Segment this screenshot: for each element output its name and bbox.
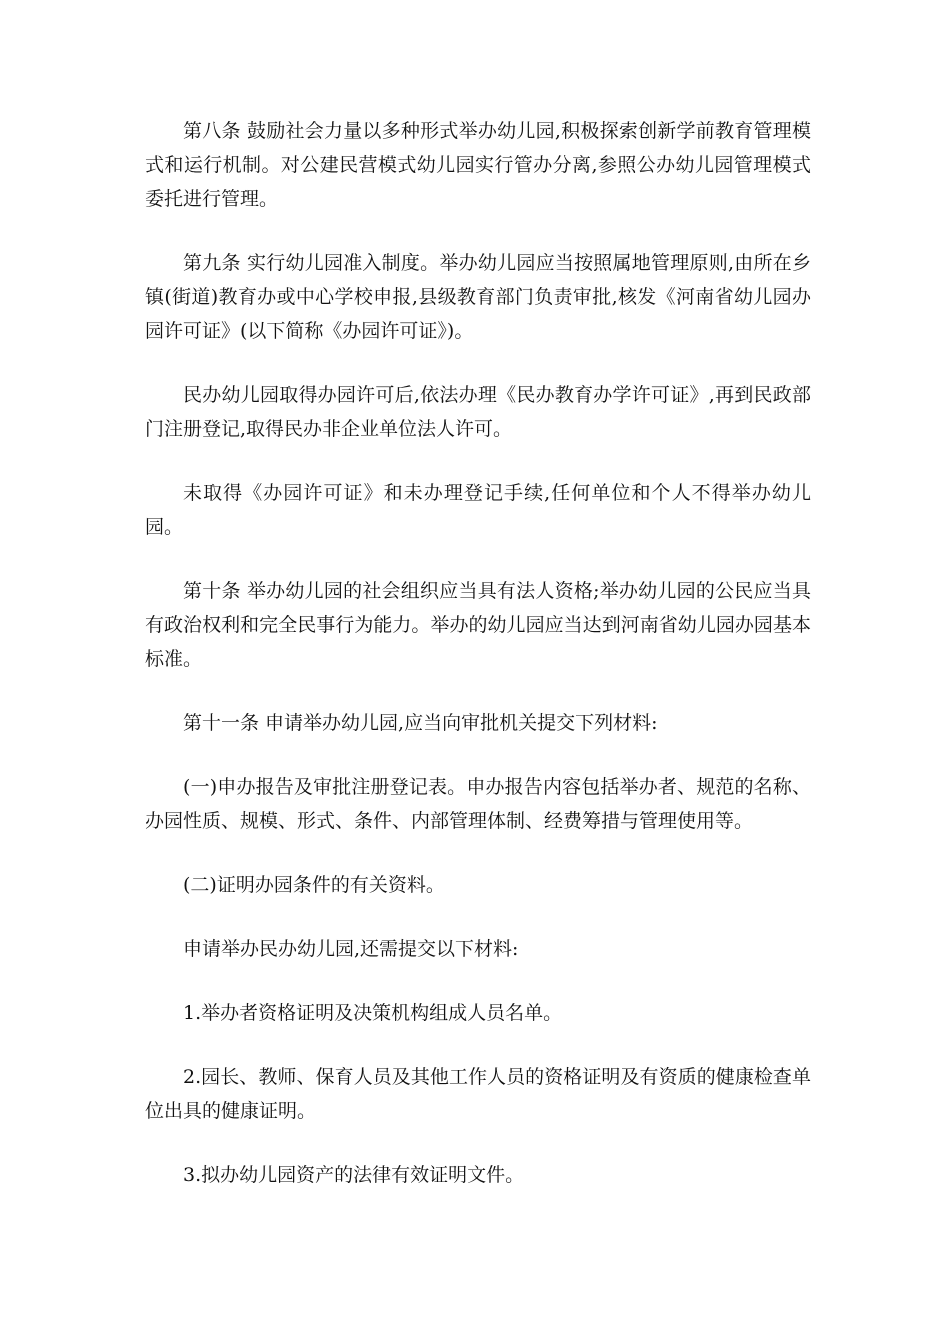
unlicensed-prohibition-paragraph: 未取得《办园许可证》和未办理登记手续,任何单位和个人不得举办幼儿园。 [145,482,811,538]
private-materials-item-3: 3.拟办幼儿园资产的法律有效证明文件。 [183,1164,525,1186]
article-8-paragraph: 第八条 鼓励社会力量以多种形式举办幼儿园,积极探索创新学前教育管理模式和运行机制。对公建民营模式幼儿园实行管办分离,参照公办幼儿园管理模式委托进行管理。 [145,120,811,210]
private-materials-item-2: 2.园长、教师、保育人员及其他工作人员的资格证明及有资质的健康检查单位出具的健康证明。 [145,1066,811,1122]
document-body [145,114,811,1222]
private-materials-item-1: 1.举办者资格证明及决策机构组成人员名单。 [183,1002,563,1024]
private-kindergarten-permit-paragraph: 民办幼儿园取得办园许可后,依法办理《民办教育办学许可证》,再到民政部门注册登记,取得民办非企业单位法人许可。 [145,384,811,440]
article-9-paragraph: 第九条 实行幼儿园准入制度。举办幼儿园应当按照属地管理原则,由所在乡镇(街道)教育办或中心学校申报,县级教育部门负责审批,核发《河南省幼儿园办园许可证》(以下简称《办园许可证》)。 [145,252,811,342]
materials-item-1-paragraph: (一)申办报告及审批注册登记表。申办报告内容包括举办者、规范的名称、办园性质、规模、形式、条件、内部管理体制、经费筹措与管理使用等。 [145,776,811,832]
materials-item-2-paragraph: (二)证明办园条件的有关资料。 [183,874,445,896]
article-11-paragraph: 第十一条 申请举办幼儿园,应当向审批机关提交下列材料: [183,712,658,734]
private-materials-intro-paragraph: 申请举办民办幼儿园,还需提交以下材料: [183,938,519,960]
article-10-paragraph: 第十条 举办幼儿园的社会组织应当具有法人资格;举办幼儿园的公民应当具有政治权利和完全民事行为能力。举办的幼儿园应当达到河南省幼儿园办园基本标准。 [145,580,811,670]
